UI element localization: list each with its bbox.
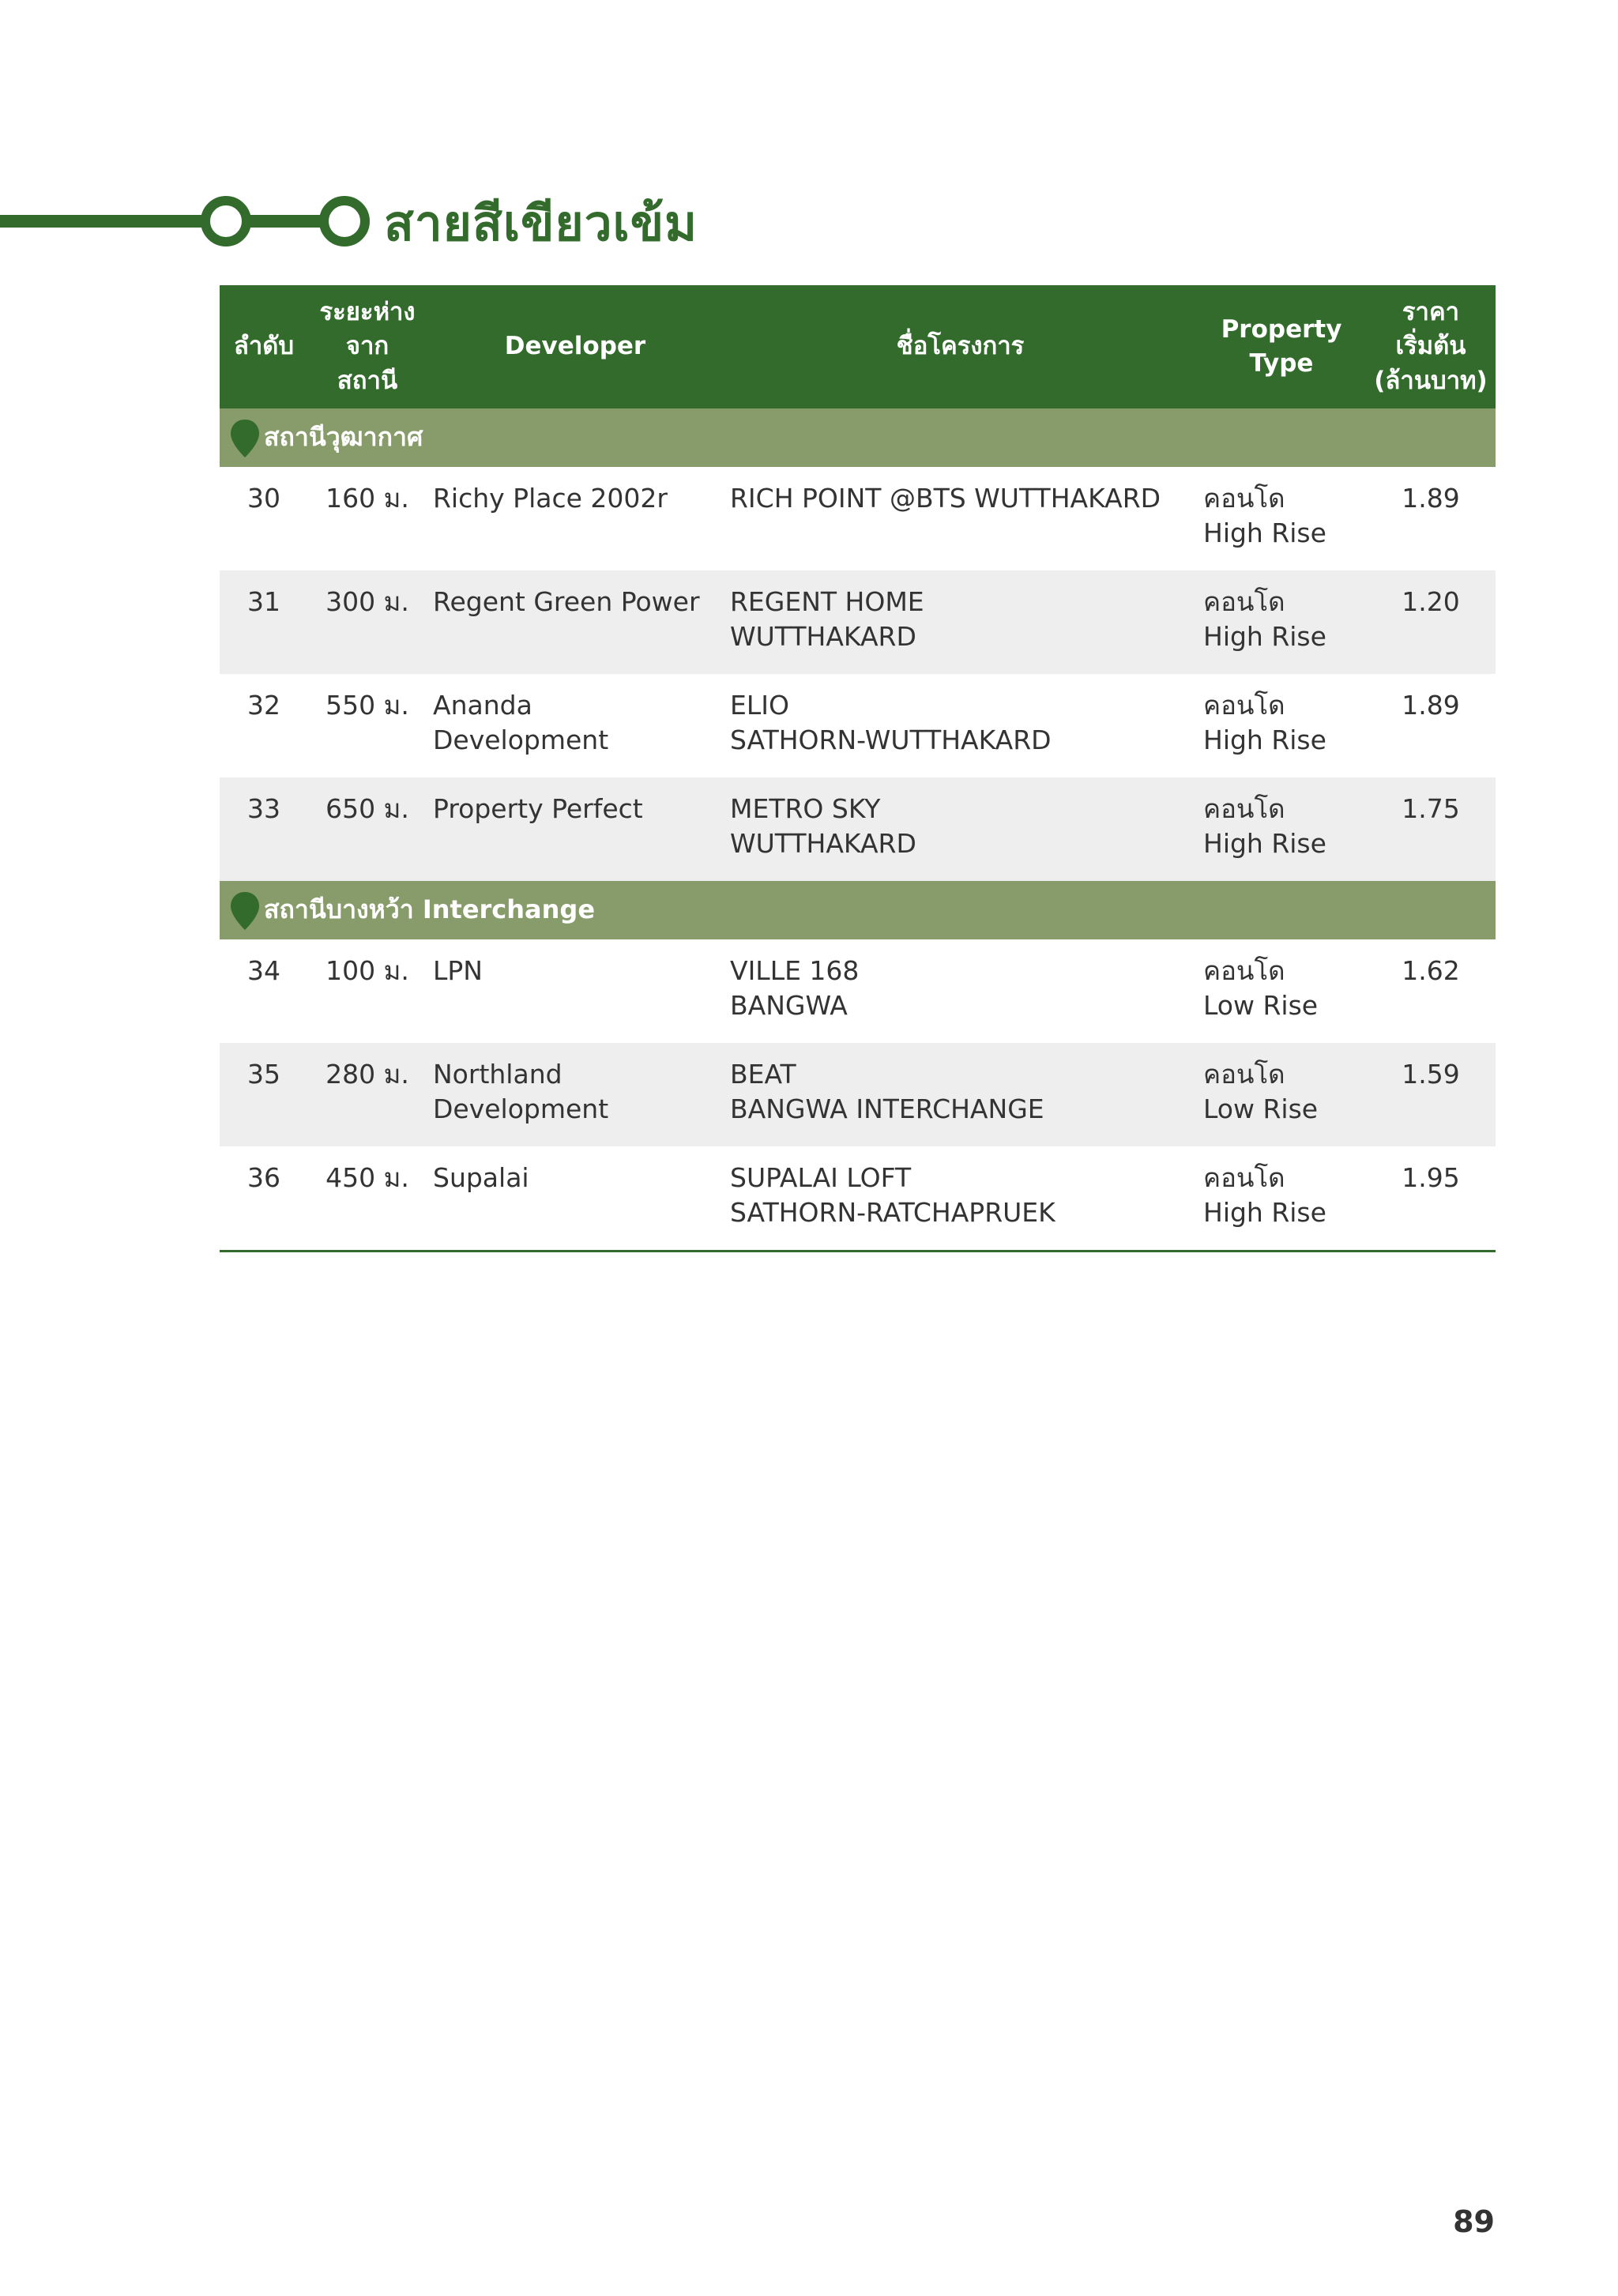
station-name: สถานีบางหว้า Interchange (264, 894, 596, 924)
developer-cell: Supalai (427, 1146, 724, 1252)
distance-cell: 160 ม. (325, 483, 409, 514)
map-pin-icon (229, 418, 261, 459)
project-cell: SUPALAI LOFT SATHORN-RATCHAPRUEK (724, 1146, 1197, 1252)
rank-cell: 33 (220, 777, 308, 881)
property-type-cell: คอนโด Low Rise (1203, 955, 1319, 1021)
header-project: ชื่อโครงการ (724, 285, 1197, 408)
project-cell: VILLE 168 BANGWA (730, 955, 860, 1021)
distance-cell: 550 ม. (325, 690, 409, 721)
table-row (220, 939, 1496, 1043)
developer-cell: Ananda Development (433, 690, 609, 755)
property-type-cell: คอนโด High Rise (1203, 690, 1326, 755)
map-pin-icon (229, 890, 261, 932)
property-type-cell: คอนโด High Rise (1203, 483, 1326, 548)
rank-cell: 31 (220, 570, 308, 674)
station-name: สถานีวุฒากาศ (264, 421, 423, 452)
distance-cell: 100 ม. (325, 955, 409, 986)
distance-cell: 280 ม. (308, 1043, 427, 1146)
rank-cell: 35 (220, 1043, 308, 1146)
project-cell: REGENT HOME WUTTHAKARD (724, 570, 1197, 674)
price-cell: 1.75 (1366, 777, 1496, 881)
header-price: ราคา เริ่มต้น (ล้านบาท) (1366, 285, 1496, 408)
station-name-cell (220, 881, 1496, 939)
line-header (0, 190, 711, 253)
page-number: 89 (1453, 2204, 1495, 2239)
station-name-cell (220, 408, 1496, 467)
price-cell: 1.89 (1402, 483, 1460, 514)
price-cell: 1.59 (1366, 1043, 1496, 1146)
property-type-cell: คอนโด High Rise (1197, 1146, 1366, 1252)
property-type-cell: คอนโด High Rise (1197, 777, 1366, 881)
table-body (220, 408, 1496, 1252)
rank-cell: 32 (247, 690, 280, 721)
project-cell: METRO SKY WUTTHAKARD (724, 777, 1197, 881)
header-rank: ลำดับ (220, 285, 308, 408)
rank-cell: 36 (220, 1146, 308, 1252)
developer-cell: LPN (433, 955, 483, 986)
table-row (220, 1146, 1496, 1252)
distance-cell: 650 ม. (308, 777, 427, 881)
property-type-cell: คอนโด Low Rise (1197, 1043, 1366, 1146)
table-header (220, 285, 1496, 408)
developer-cell: Property Perfect (427, 777, 724, 881)
station-node-icon (319, 196, 370, 247)
project-cell: ELIO SATHORN-WUTTHAKARD (730, 690, 1052, 755)
page-title: สายสีเขียวเข้ม (384, 194, 698, 252)
station-group-row (220, 408, 1496, 467)
property-type-cell: คอนโด High Rise (1197, 570, 1366, 674)
price-cell: 1.89 (1402, 690, 1460, 721)
header-distance: ระยะห่าง จาก สถานี (308, 285, 427, 408)
project-table (220, 285, 1496, 1252)
developer-cell: Regent Green Power (427, 570, 724, 674)
table-row (220, 1043, 1496, 1146)
project-cell: BEAT BANGWA INTERCHANGE (724, 1043, 1197, 1146)
table-row (220, 467, 1496, 570)
developer-cell: Northland Development (427, 1043, 724, 1146)
line-track (0, 215, 332, 228)
header-property-type: Property Type (1197, 285, 1366, 408)
rank-cell: 34 (247, 955, 280, 986)
station-node-icon (201, 196, 251, 247)
price-cell: 1.20 (1366, 570, 1496, 674)
distance-cell: 300 ม. (308, 570, 427, 674)
project-table-container (220, 285, 1496, 1252)
project-cell: RICH POINT @BTS WUTTHAKARD (730, 483, 1161, 514)
table-row (220, 674, 1496, 777)
station-group-row (220, 881, 1496, 939)
table-row (220, 777, 1496, 881)
price-cell: 1.95 (1366, 1146, 1496, 1252)
developer-cell: Richy Place 2002r (433, 483, 668, 514)
rank-cell: 30 (247, 483, 280, 514)
table-row (220, 570, 1496, 674)
header-developer: Developer (427, 285, 724, 408)
distance-cell: 450 ม. (308, 1146, 427, 1252)
price-cell: 1.62 (1402, 955, 1460, 986)
